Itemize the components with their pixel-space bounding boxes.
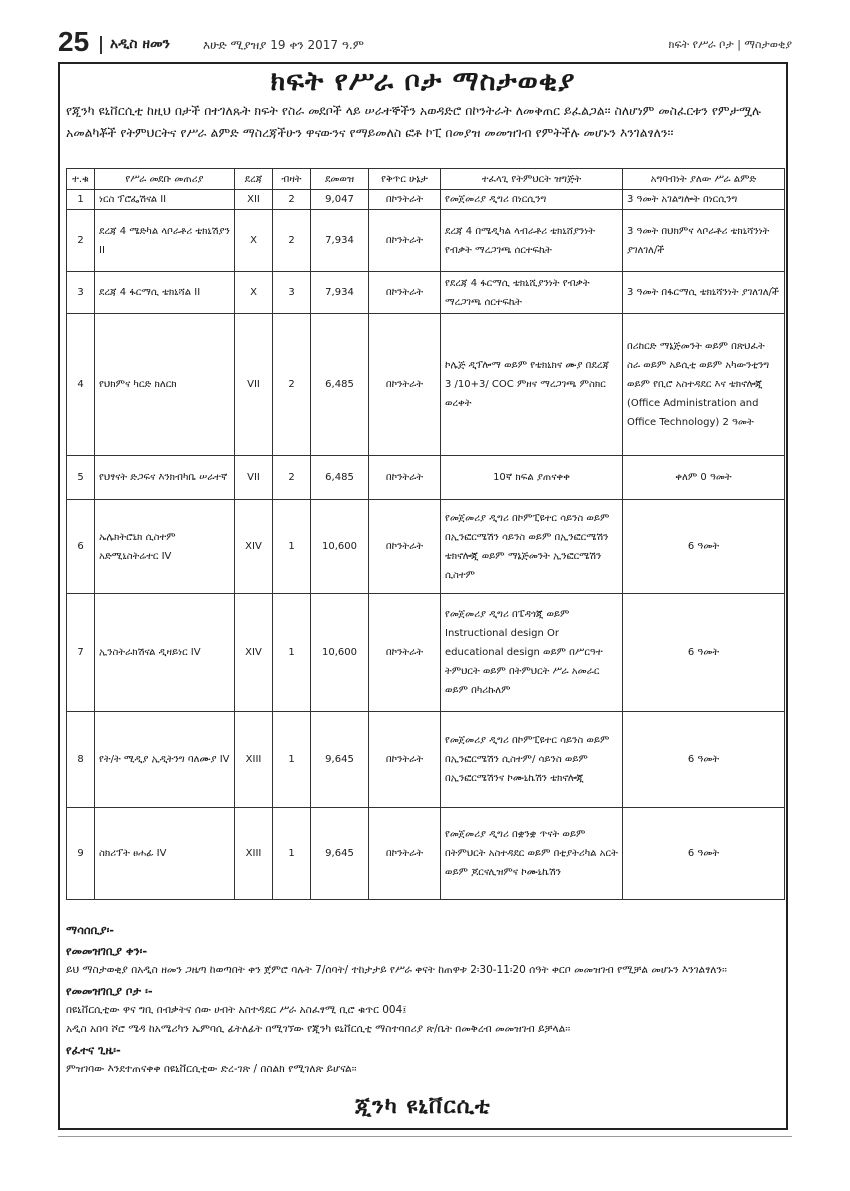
table-header-row xyxy=(67,169,785,190)
cell-salary: 9,047 xyxy=(311,190,369,210)
cell-title: ነርስ ፕሮፌሽናል II xyxy=(95,190,235,210)
cell-experience: ቀለም 0 ዓመት xyxy=(623,456,785,500)
cell-title: ደረጃ 4 ፋርማሲ ቴክኒሻል II xyxy=(95,272,235,314)
footer-rule xyxy=(58,1136,792,1137)
cell-employment: በኮንትራት xyxy=(369,314,441,456)
cell-education: የመጀመሪያ ዲግሪ በነርሲንግ xyxy=(441,190,623,210)
col-header-title: የሥራ መደቡ መጠሪያ xyxy=(95,169,235,190)
job-ad-frame xyxy=(58,62,788,1130)
cell-salary: 10,600 xyxy=(311,500,369,594)
cell-salary: 9,645 xyxy=(311,808,369,900)
cell-employment: በኮንትራት xyxy=(369,712,441,808)
table-row xyxy=(67,808,785,900)
cell-education: የመጀመሪያ ዲግሪ በኮምፒዩተር ሳይንስ ወይም በኢንፎርሜሽን ሲስተም/ ሳይንስ ወይም በኢንፎርሜሽንና ኮሙኒኬሽን ቴክኖሎጂ xyxy=(441,712,623,808)
cell-title: ኢንስትራክሽናል ዲዛይነር IV xyxy=(95,594,235,712)
cell-employment: በኮንትራት xyxy=(369,456,441,500)
cell-experience: 6 ዓመት xyxy=(623,500,785,594)
cell-no: 6 xyxy=(67,500,95,594)
cell-experience: 3 ዓመት በፋርማሲ ቴክኒሻንነት ያገለገለ/ች xyxy=(623,272,785,314)
registration-date-label: የመመዝገቢያ ቀን፡- xyxy=(66,944,148,958)
cell-education: የመጀመሪያ ዲግሪ በቋንቋ ጥናት ወይም በትምህርት አስተዳደር ወይም በቲያትሪካል አርት ወይም ጆርናሊዝምና ኮሙኒኬሽን xyxy=(441,808,623,900)
cell-experience: 6 ዓመት xyxy=(623,594,785,712)
cell-employment: በኮንትራት xyxy=(369,210,441,272)
cell-qty: 1 xyxy=(273,808,311,900)
ad-title: ክፍት የሥራ ቦታ ማስታወቂያ xyxy=(270,66,576,97)
cell-salary: 7,934 xyxy=(311,210,369,272)
cell-no: 9 xyxy=(67,808,95,900)
cell-level: XIII xyxy=(235,808,273,900)
cell-no: 8 xyxy=(67,712,95,808)
cell-level: XIV xyxy=(235,594,273,712)
cell-education: የመጀመሪያ ዲግሪ በፔዳጎጂ ወይም Instructional design Or educational design ወይም በሥርዓተ ትምህርት ወይም በትምህርት ሥራ አመራር ወይም በካሪኩለም xyxy=(441,594,623,712)
registration-place-1: በዩኒቨርሲቲው ዋና ግቢ በብቃትና ሰው ሀብት አስተዳደር ሥራ አስፈፃሚ ቢሮ ቁጥር 004፤ xyxy=(66,1004,407,1016)
cell-experience: 6 ዓመት xyxy=(623,712,785,808)
cell-level: X xyxy=(235,210,273,272)
cell-salary: 10,600 xyxy=(311,594,369,712)
cell-salary: 6,485 xyxy=(311,314,369,456)
cell-title: የት/ት ሚዲያ ኢዲትንግ ባለሙያ IV xyxy=(95,712,235,808)
cell-qty: 3 xyxy=(273,272,311,314)
cell-education: የመጀመሪያ ዲግሪ በኮምፒዩተር ሳይንስ ወይም በኢንፎርሜሽን ሳይንስ ወይም በኢንፎርሜሽን ቴክኖሎጂ ወይም ማኔጅመንት ኢንፎርሜሽን ሲስተም xyxy=(441,500,623,594)
col-header-employment: የቅጥር ሁኔታ xyxy=(369,169,441,190)
issue-date: እሁድ ሚያዝያ 19 ቀን 2017 ዓ.ም xyxy=(203,38,364,52)
university-signature: ጂንካ ዩኒቨርሲቲ xyxy=(355,1094,491,1119)
registration-date-text: ይህ ማስታወቂያ በአዲስ ዘመን ጋዜጣ ከወጣበት ቀን ጀምሮ ባሉት 7/ሰባት/ ተከታታይ የሥራ ቀናት ከጠዋቱ 2፡30-11፡20 ሰዓት ቀርቦ መመዝገብ የሚቻል መሆኑን እንገልፃለን፡፡ xyxy=(66,964,727,976)
cell-no: 3 xyxy=(67,272,95,314)
cell-level: VII xyxy=(235,314,273,456)
cell-experience: 3 ዓመት በህክምና ላቦራቶሪ ቴክኒሻንነት ያገለገለ/ች xyxy=(623,210,785,272)
table-row xyxy=(67,314,785,456)
notes-section xyxy=(66,919,778,1079)
cell-no: 5 xyxy=(67,456,95,500)
exam-date-text: ምዝገባው እንደተጠናቀቀ በዩኒቨርሲቲው ድረ-ገጽ / በስልክ የሚገለጽ ይሆናል፡፡ xyxy=(66,1063,357,1075)
cell-employment: በኮንትራት xyxy=(369,272,441,314)
cell-qty: 2 xyxy=(273,190,311,210)
cell-qty: 1 xyxy=(273,500,311,594)
col-header-level: ደረጃ xyxy=(235,169,273,190)
header-divider xyxy=(100,36,102,54)
cell-education: ኮሌጅ ዲፕሎማ ወይም የቴክኒክና ሙያ በደረጃ 3 /10+3/ COC ምዘና ማረጋገጫ ምስክር ወረቀት xyxy=(441,314,623,456)
cell-salary: 6,485 xyxy=(311,456,369,500)
col-header-salary: ደመወዝ xyxy=(311,169,369,190)
col-header-education: ተፈላጊ የትምህርት ዝግጅት xyxy=(441,169,623,190)
cell-level: XIII xyxy=(235,712,273,808)
remark-label: ማሳሰቢያ፡- xyxy=(66,923,115,937)
cell-level: XII xyxy=(235,190,273,210)
cell-title: ስክሪፕት ፀሐፊ IV xyxy=(95,808,235,900)
cell-employment: በኮንትራት xyxy=(369,500,441,594)
page-number: 25 xyxy=(58,26,90,57)
registration-place-label: የመመዝገቢያ ቦታ ፡- xyxy=(66,984,153,998)
cell-salary: 7,934 xyxy=(311,272,369,314)
cell-level: XIV xyxy=(235,500,273,594)
registration-place-2: አዲስ አበባ ሾሮ ሜዳ ከአሜሪካን ኤምባሲ ፊትለፊት በሚገኘው የጂንካ ዩኒቨርሲቲ ማስተባበሪያ ጽ/ቤት በመቅረብ መመዝገብ ይቻላል፡፡ xyxy=(66,1023,571,1035)
cell-no: 4 xyxy=(67,314,95,456)
cell-qty: 2 xyxy=(273,210,311,272)
cell-qty: 2 xyxy=(273,456,311,500)
cell-level: X xyxy=(235,272,273,314)
cell-no: 2 xyxy=(67,210,95,272)
ad-intro: የጂንካ ዩኒቨርሲቲ ከዚህ በታች በተገለጹት ክፍት የስራ መደቦች ላይ ሠራተኞችን አወዳድሮ በኮንትራት ለመቅጠር ይፈልጋል፡፡ ስለሆነም መስፈርቱን የምታሟሉ አመልካቾች የትምህርትና የሥራ ልምድ ማስረጃችሁን ዋናውንና የማይመለስ ፎቶ ኮፒ በመያዝ መመዝገብ የምትችሉ መሆኑን እንገልፃለን፡፡ xyxy=(66,103,761,140)
cell-no: 1 xyxy=(67,190,95,210)
table-row xyxy=(67,272,785,314)
table-row xyxy=(67,456,785,500)
newspaper-name: አዲስ ዘመን xyxy=(110,36,170,52)
col-header-experience: አግባብነት ያለው ሥራ ልምድ xyxy=(623,169,785,190)
cell-qty: 1 xyxy=(273,712,311,808)
page-header xyxy=(58,26,792,58)
col-header-qty: ብዛት xyxy=(273,169,311,190)
vacancy-table xyxy=(66,168,785,900)
cell-experience: 3 ዓመት አገልግሎት በነርሲንግ xyxy=(623,190,785,210)
cell-education: የደረጃ 4 ፋርማሲ ቴክኒሺያንነት የብቃት ማረጋገጫ ሰርተፍኬት xyxy=(441,272,623,314)
table-row xyxy=(67,712,785,808)
section-label: ክፍት የሥራ ቦታ | ማስታወቂያ xyxy=(668,38,792,51)
cell-education: 10ኛ ክፍል ያጠናቀቀ xyxy=(441,456,623,500)
cell-experience: በሪከርድ ማኔጅመንት ወይም በጽህፈት ስራ ወይም አይሲቲ ወይም አካውንቲንግ ወይም የቢሮ አስተዳደር እና ቴክኖሎጂ (Office Administration and Office Technology) 2 ዓመት xyxy=(623,314,785,456)
cell-employment: በኮንትራት xyxy=(369,190,441,210)
table-row xyxy=(67,500,785,594)
cell-title: የህፃናት ድጋፍና እንክብካቤ ሠራተኛ xyxy=(95,456,235,500)
cell-qty: 2 xyxy=(273,314,311,456)
table-row xyxy=(67,594,785,712)
cell-experience: 6 ዓመት xyxy=(623,808,785,900)
cell-no: 7 xyxy=(67,594,95,712)
table-row xyxy=(67,210,785,272)
cell-level: VII xyxy=(235,456,273,500)
exam-date-label: የፈተና ጊዜ፡- xyxy=(66,1043,121,1057)
cell-title: ደረጃ 4 ሜድካል ላቦራቶሪ ቴክኒሽያን II xyxy=(95,210,235,272)
cell-salary: 9,645 xyxy=(311,712,369,808)
cell-employment: በኮንትራት xyxy=(369,594,441,712)
col-header-no: ተ.ቁ xyxy=(67,169,95,190)
cell-education: ደረጃ 4 በሜዲካል ላብራቶሪ ቴክኒሸያንነት የብቃት ማረጋገጫ ሰርተፍኬት xyxy=(441,210,623,272)
cell-title: ኤሌክትሮኒክ ሲስተም አድሚኒስትሬተር IV xyxy=(95,500,235,594)
table-row xyxy=(67,190,785,210)
cell-employment: በኮንትራት xyxy=(369,808,441,900)
cell-qty: 1 xyxy=(273,594,311,712)
cell-title: የህክምና ካርድ ክለርክ xyxy=(95,314,235,456)
